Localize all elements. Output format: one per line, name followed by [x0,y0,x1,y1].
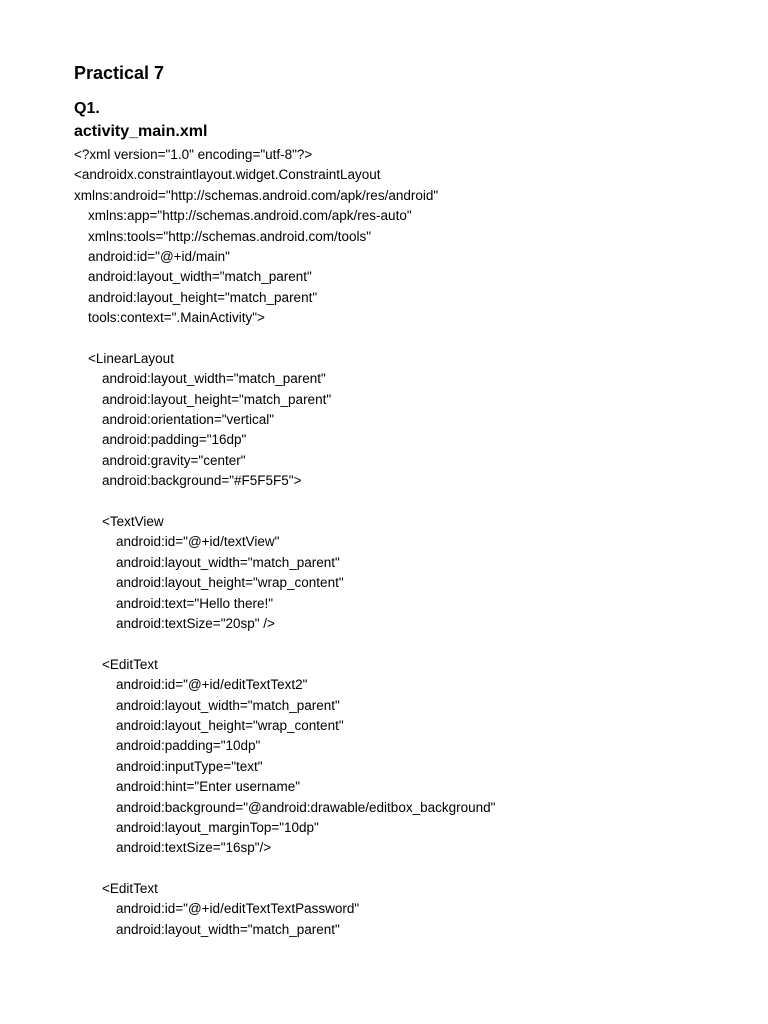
code-line: android:gravity="center" [102,452,246,468]
file-name-heading: activity_main.xml [74,123,208,140]
code-line: android:layout_marginTop="10dp" [116,819,319,835]
code-line: <LinearLayout [88,350,174,366]
code-line: android:textSize="20sp" /> [116,615,275,631]
code-line: android:text="Hello there!" [116,595,274,611]
code-line: <EditText [102,656,158,672]
code-line: android:background="#F5F5F5"> [102,473,302,489]
code-line: android:background="@android:drawable/editbox_background" [116,799,496,815]
code-line: android:padding="10dp" [116,738,261,754]
question-heading: Q1. [74,100,100,117]
code-line-blank [74,492,734,512]
code-line: <androidx.constraintlayout.widget.ConstraintLayout [74,167,381,183]
code-line: android:inputType="text" [116,758,263,774]
code-line: android:layout_height="wrap_content" [116,575,344,591]
code-line: xmlns:android="http://schemas.android.com/apk/res/android" [74,187,439,203]
code-line: xmlns:tools="http://schemas.android.com/tools" [88,228,372,244]
code-line: android:layout_width="match_parent" [116,697,340,713]
code-listing [74,145,734,940]
code-line: android:id="@+id/editTextText2" [116,677,308,693]
document-page [74,58,734,940]
code-line: android:id="@+id/editTextTextPassword" [116,901,360,917]
code-line: android:layout_height="match_parent" [102,391,332,407]
code-line: tools:context=".MainActivity"> [88,310,265,326]
code-line: android:hint="Enter username" [116,779,301,795]
code-line: android:id="@+id/textView" [116,534,280,550]
page-title: Practical 7 [74,63,165,83]
code-line: android:padding="16dp" [102,432,247,448]
code-line: android:layout_width="match_parent" [88,269,312,285]
code-line-blank [74,329,734,349]
code-line: android:id="@+id/main" [88,248,230,264]
code-line: <EditText [102,881,158,897]
code-line: <TextView [102,514,164,530]
code-line: xmlns:app="http://schemas.android.com/apk/res-auto" [88,208,412,224]
code-line: android:layout_width="match_parent" [116,554,340,570]
code-line-blank [74,634,734,654]
code-line: android:textSize="16sp"/> [116,840,272,856]
code-line: android:orientation="vertical" [102,412,275,428]
code-line: <?xml version="1.0" encoding="utf-8"?> [74,147,313,162]
code-line: android:layout_width="match_parent" [116,921,340,937]
code-line: android:layout_height="wrap_content" [116,717,344,733]
code-line: android:layout_width="match_parent" [102,371,326,387]
code-line-blank [74,859,734,879]
code-line: android:layout_height="match_parent" [88,289,318,305]
